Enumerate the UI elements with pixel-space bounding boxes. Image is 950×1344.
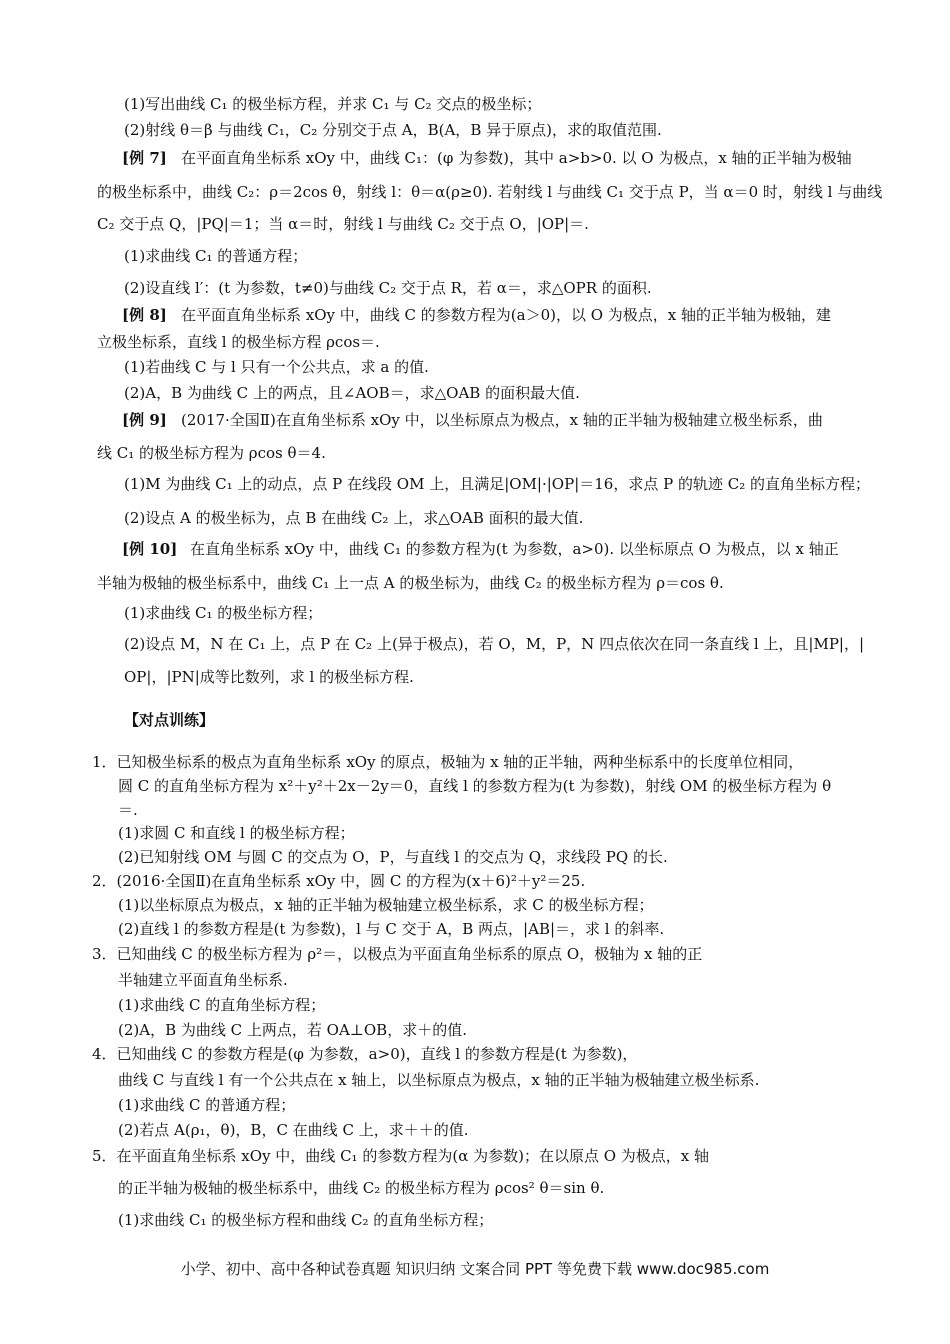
exercise-line: 2．(2016·全国Ⅱ)在直角坐标系 xOy 中，圆 C 的方程为(x＋6)²＋y²＝25. [92, 872, 586, 890]
text-line: (2)设点 M，N 在 C₁ 上，点 P 在 C₂ 上(异于极点)，若 O，M，P，N 四点依次在同一条直线 l 上，且|MP|，| [124, 635, 865, 653]
text-line: (2017·全国Ⅱ)在直角坐标系 xOy 中，以坐标原点为极点，x 轴的正半轴为极轴建立极坐标系，曲 [181, 411, 823, 429]
exercise-line: 圆 C 的直角坐标方程为 x²＋y²＋2x－2y＝0，直线 l 的参数方程为(t 为参数)，射线 OM 的极坐标方程为 θ [118, 777, 832, 795]
exercise-line: (1)以坐标原点为极点，x 轴的正半轴为极轴建立极坐标系，求 C 的极坐标方程； [118, 896, 654, 914]
exercise-line: 1．已知极坐标系的极点为直角坐标系 xOy 的原点，极轴为 x 轴的正半轴，两种坐标系中的长度单位相同， [92, 753, 804, 771]
example-label: [例 7] [122, 149, 167, 167]
example-label: [例 9] [122, 411, 167, 429]
text-line: 在平面直角坐标系 xOy 中，曲线 C 的参数方程为(a＞0)，以 O 为极点，x 轴的正半轴为极轴，建 [181, 306, 832, 324]
text-line: (2)A，B 为曲线 C 上的两点，且∠AOB＝，求△OAB 的面积最大值. [124, 384, 580, 402]
exercise-line: (2)已知射线 OM 与圆 C 的交点为 O，P，与直线 l 的交点为 Q，求线段 PQ 的长. [118, 848, 668, 866]
text-line: (1)若曲线 C 与 l 只有一个公共点，求 a 的值. [124, 358, 429, 376]
footer-advert: 小学、初中、高中各种试卷真题 知识归纳 文案合同 PPT 等免费下载 www.doc985.com [180, 1260, 770, 1278]
text-line: 半轴为极轴的极坐标系中，曲线 C₁ 上一点 A 的极坐标为，曲线 C₂ 的极坐标方程为 ρ＝cos θ. [97, 574, 724, 592]
exercise-line: 3．已知曲线 C 的极坐标方程为 ρ²＝，以极点为平面直角坐标系的原点 O，极轴为 x 轴的正 [92, 945, 703, 963]
text-line: (2)设直线 l′：(t 为参数，t≠0)与曲线 C₂ 交于点 R，若 α＝，求△OPR 的面积. [124, 279, 652, 297]
exercise-line: 曲线 C 与直线 l 有一个公共点在 x 轴上，以坐标原点为极点，x 轴的正半轴为极轴建立极坐标系. [118, 1071, 760, 1089]
text-line: OP|，|PN|成等比数列，求 l 的极坐标方程. [124, 668, 414, 686]
text-line: 的极坐标系中，曲线 C₂：ρ＝2cos θ，射线 l：θ＝α(ρ≥0). 若射线 l 与曲线 C₁ 交于点 P，当 α＝0 时，射线 l 与曲线 [97, 183, 883, 201]
exercise-line: (1)求曲线 C 的直角坐标方程； [118, 996, 326, 1014]
text-line: (2)射线 θ＝β 与曲线 C₁，C₂ 分别交于点 A，B(A，B 异于原点)，求的取值范围. [124, 121, 662, 139]
exercise-line: 5．在平面直角坐标系 xOy 中，曲线 C₁ 的参数方程为(α 为参数)；在以原点 O 为极点，x 轴 [92, 1147, 710, 1165]
text-line: (2)设点 A 的极坐标为，点 B 在曲线 C₂ 上，求△OAB 面积的最大值. [124, 509, 584, 527]
text-line: C₂ 交于点 Q，|PQ|＝1；当 α＝时，射线 l 与曲线 C₂ 交于点 O，|OP|＝. [97, 215, 589, 233]
exercise-line: (1)求曲线 C 的普通方程； [118, 1096, 296, 1114]
exercise-line: (2)A，B 为曲线 C 上两点，若 OA⊥OB，求＋的值. [118, 1021, 467, 1039]
example-label: [例 8] [122, 306, 167, 324]
exercise-line: (1)求曲线 C₁ 的极坐标方程和曲线 C₂ 的直角坐标方程； [118, 1211, 494, 1229]
exercise-line: ＝. [118, 801, 138, 819]
exercise-line: (2)直线 l 的参数方程是(t 为参数)，l 与 C 交于 A，B 两点，|AB|＝，求 l 的斜率. [118, 920, 665, 938]
section-heading: 【对点训练】 [124, 711, 215, 729]
text-line: 在直角坐标系 xOy 中，曲线 C₁ 的参数方程为(t 为参数，a>0). 以坐标原点 O 为极点，以 x 轴正 [190, 540, 839, 558]
text-line: 立极坐标系，直线 l 的极坐标方程 ρcos＝. [97, 333, 380, 351]
exercise-line: (2)若点 A(ρ₁，θ)，B，C 在曲线 C 上，求＋＋的值. [118, 1121, 469, 1139]
text-line: 在平面直角坐标系 xOy 中，曲线 C₁：(φ 为参数)，其中 a>b>0. 以 O 为极点，x 轴的正半轴为极轴 [181, 149, 852, 167]
text-line: (1)M 为曲线 C₁ 上的动点，点 P 在线段 OM 上，且满足|OM|·|OP|＝16，求点 P 的轨迹 C₂ 的直角坐标方程； [124, 475, 870, 493]
exercise-line: 半轴建立平面直角坐标系. [118, 971, 288, 989]
text-line: 线 C₁ 的极坐标方程为 ρcos θ＝4. [97, 444, 326, 462]
example-label: [例 10] [122, 540, 178, 558]
exercise-line: 的正半轴为极轴的极坐标系中，曲线 C₂ 的极坐标方程为 ρcos² θ＝sin θ. [118, 1179, 605, 1197]
text-line: (1)求曲线 C₁ 的极坐标方程； [124, 604, 323, 622]
text-line: (1)求曲线 C₁ 的普通方程； [124, 247, 308, 265]
text-line: (1)写出曲线 C₁ 的极坐标方程，并求 C₁ 与 C₂ 交点的极坐标； [124, 95, 542, 113]
exercise-line: 4．已知曲线 C 的参数方程是(φ 为参数，a>0)，直线 l 的参数方程是(t 为参数)， [92, 1045, 638, 1063]
exercise-line: (1)求圆 C 和直线 l 的极坐标方程； [118, 824, 355, 842]
